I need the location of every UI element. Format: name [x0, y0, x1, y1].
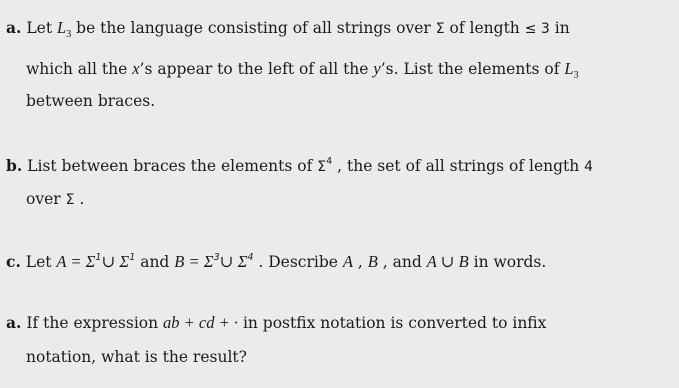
question-label: a.	[6, 18, 22, 37]
question-b-line-1	[6, 156, 593, 175]
math-B-definition: $B = \Sigma^3\cup$ $\Sigma^4$	[174, 252, 254, 271]
text: over	[26, 190, 61, 208]
math-L: $L_3$	[57, 18, 72, 40]
text: in words.	[473, 253, 547, 271]
text: Let	[25, 253, 52, 271]
text: . Describe	[258, 253, 338, 271]
question-a-line-3	[26, 92, 155, 110]
math-x: x	[132, 59, 140, 78]
text: .	[79, 190, 85, 208]
text: ’s. List the elements of	[380, 60, 560, 78]
question-b-line-2	[26, 190, 84, 208]
math-B: B	[367, 252, 378, 271]
math-sigma: Σ	[435, 21, 445, 37]
question-a2-line-1	[6, 313, 546, 333]
text: and	[140, 253, 170, 271]
question-c-line-1	[6, 252, 546, 272]
text: If the expression	[26, 314, 159, 332]
text: in postfix notation is converted to infix	[242, 314, 547, 332]
math-A-definition: $A = \Sigma^1\cup$ $\Sigma^1$	[56, 252, 136, 271]
text: of length	[449, 19, 520, 37]
math-A: A	[342, 252, 353, 271]
math-leq-3: ≤ 3	[524, 21, 550, 37]
text: ,	[357, 253, 363, 271]
text: ’s appear to the left of all the	[139, 60, 369, 78]
question-a2-line-2	[26, 348, 247, 366]
math-number: 4	[584, 159, 594, 175]
text: be the language consisting of all strings over	[76, 19, 431, 37]
text: notation, what is the result?	[26, 348, 247, 366]
text: List between braces the elements of	[27, 157, 313, 175]
text: Let	[26, 19, 53, 37]
text: in	[554, 19, 570, 37]
math-y: y	[373, 59, 381, 78]
question-label: c.	[6, 252, 21, 271]
text: , the set of all strings of length	[337, 157, 580, 175]
question-label: a.	[6, 313, 22, 332]
math-A-union-B: A ∪ B	[426, 252, 469, 271]
math-L: $L_3$	[564, 59, 579, 81]
text: between braces.	[26, 92, 156, 110]
text: which all the	[26, 60, 128, 78]
question-a-line-2	[26, 59, 579, 79]
math-sigma-4: $\Sigma^4$	[317, 156, 333, 175]
text: , and	[382, 253, 422, 271]
question-a-line-1	[6, 18, 570, 38]
math-postfix-expression: ab + cd + ·	[163, 313, 238, 332]
question-label: b.	[6, 156, 23, 175]
math-sigma: Σ	[65, 192, 75, 208]
